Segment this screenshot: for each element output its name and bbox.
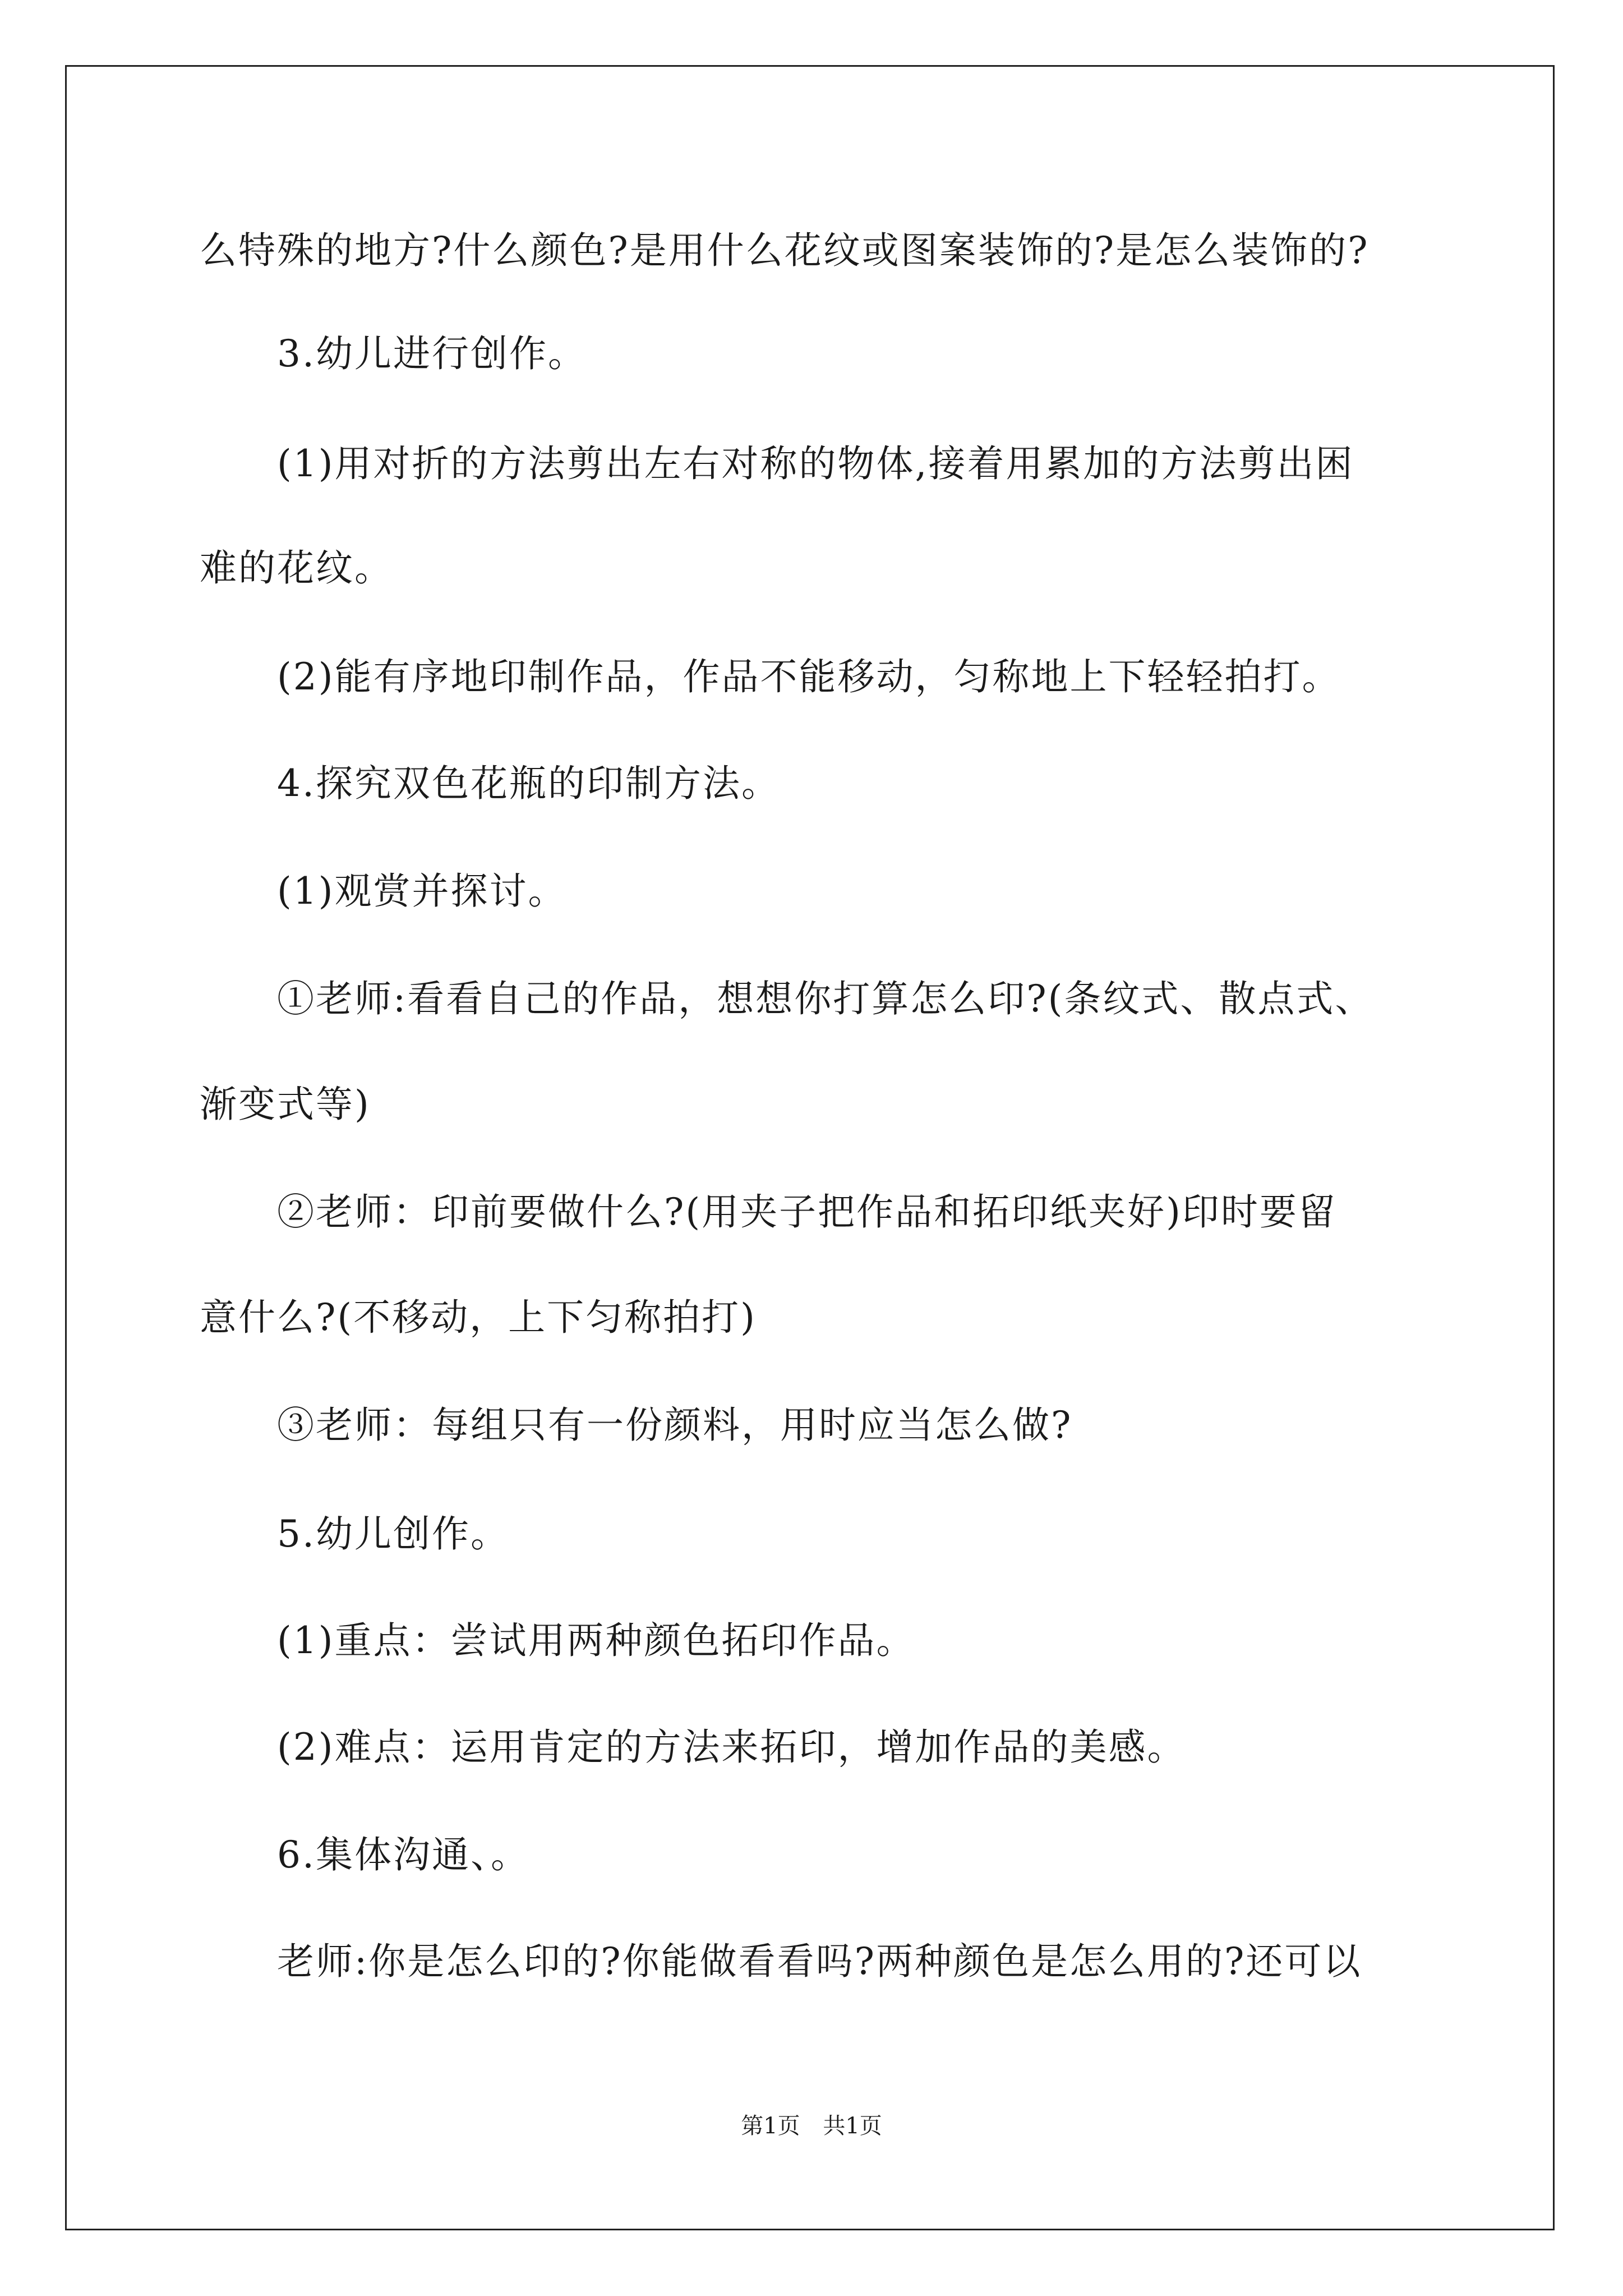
paragraph-line: 5.幼儿创作。 bbox=[277, 1512, 509, 1556]
paragraph-line: 难的花纹。 bbox=[200, 546, 393, 590]
page-footer bbox=[0, 2109, 1623, 2143]
paragraph-line: (1)重点：尝试用两种颜色拓印作品。 bbox=[277, 1619, 915, 1662]
paragraph-line: 意什么?(不移动，上下匀称拍打) bbox=[200, 1296, 757, 1339]
page-number: 第1页 bbox=[741, 2113, 800, 2139]
paragraph-line: (2)能有序地印制作品，作品不能移动，匀称地上下轻轻拍打。 bbox=[277, 655, 1341, 698]
paragraph-line: (1)观赏并探讨。 bbox=[277, 869, 567, 913]
paragraph-line: 6.集体沟通、。 bbox=[277, 1833, 529, 1876]
paragraph-line: ③老师：每组只有一份颜料，用时应当怎么做? bbox=[277, 1404, 1073, 1447]
paragraph-line: 渐变式等) bbox=[200, 1083, 371, 1126]
paragraph-line: 3.幼儿进行创作。 bbox=[277, 332, 587, 375]
paragraph-line: 么特殊的地方?什么颜色?是用什么花纹或图案装饰的?是怎么装饰的? bbox=[200, 229, 1370, 272]
page-total: 共1页 bbox=[823, 2113, 882, 2139]
paragraph-line: 4.探究双色花瓶的印制方法。 bbox=[277, 762, 780, 805]
page-border bbox=[65, 65, 1555, 2230]
paragraph-line: ①老师:看看自己的作品，想想你打算怎么印?(条纹式、散点式、 bbox=[277, 977, 1374, 1020]
paragraph-line: ②老师：印前要做什么?(用夹子把作品和拓印纸夹好)印时要留 bbox=[277, 1190, 1337, 1234]
paragraph-line: (2)难点：运用肯定的方法来拓印，增加作品的美感。 bbox=[277, 1726, 1186, 1769]
paragraph-line: (1)用对折的方法剪出左右对称的物体,接着用累加的方法剪出困 bbox=[277, 442, 1354, 485]
paragraph-line: 老师:你是怎么印的?你能做看看吗?两种颜色是怎么用的?还可以 bbox=[277, 1940, 1362, 1983]
